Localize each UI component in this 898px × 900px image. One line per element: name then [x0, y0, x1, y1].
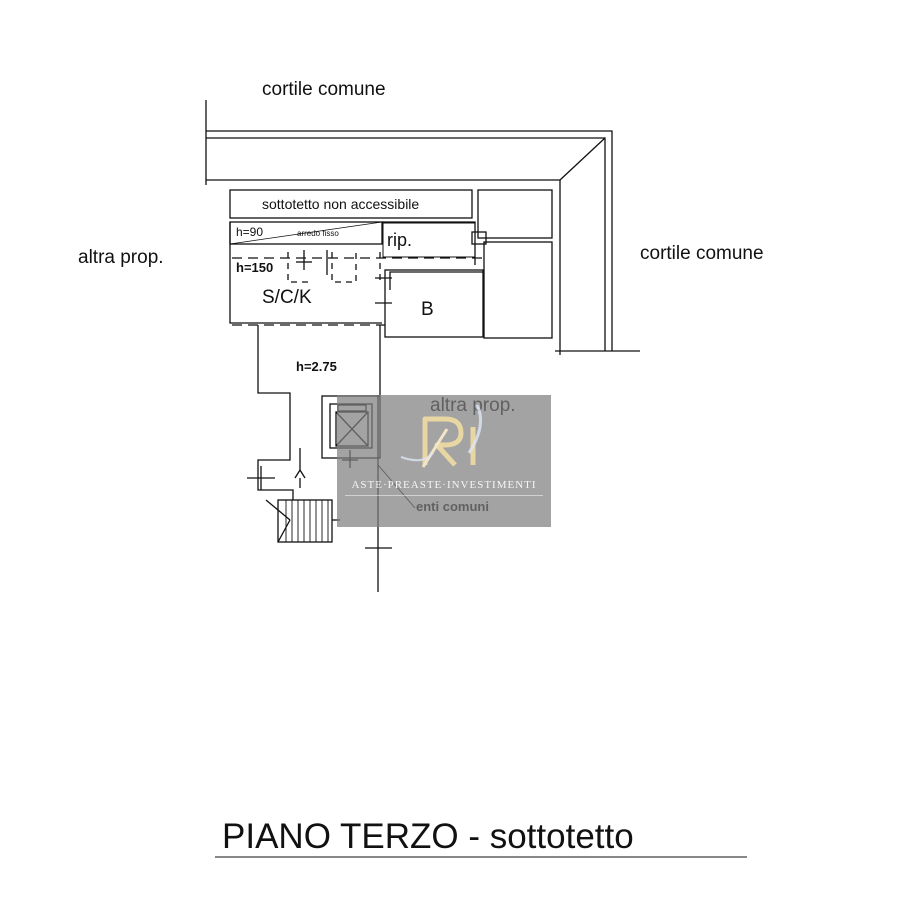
label-h275: h=2.75 — [296, 359, 337, 374]
right-panel-top — [478, 190, 552, 238]
watermark-logo-icon — [337, 395, 551, 475]
stairs-diagonal-2 — [278, 520, 290, 542]
furniture-outline-2 — [332, 252, 356, 282]
label-altra-prop-left: altra prop. — [78, 247, 164, 268]
label-arredo: arredo fisso — [297, 229, 339, 238]
label-cortile-right: cortile comune — [640, 243, 764, 264]
right-panel-bottom — [484, 242, 552, 338]
watermark — [337, 395, 551, 527]
label-bagno: B — [421, 299, 434, 320]
plan-title: PIANO TERZO - sottotetto — [222, 817, 634, 856]
watermark-divider — [345, 495, 543, 496]
label-h90: h=90 — [236, 225, 264, 239]
furniture-outline-1 — [288, 252, 312, 282]
label-h150: h=150 — [236, 260, 274, 275]
bathroom-room — [385, 270, 483, 337]
stair-steps — [286, 500, 328, 542]
label-sottotetto: sottotetto non accessibile — [262, 196, 420, 212]
label-scn: S/C/K — [262, 287, 312, 308]
watermark-tagline: ASTE·PREASTE·INVESTIMENTI — [351, 479, 537, 491]
arrow-head — [295, 470, 305, 478]
corridor-wall-left — [258, 325, 293, 500]
bathroom-inner-wall — [390, 272, 483, 290]
courtyard-wall-corner — [560, 138, 605, 180]
label-cortile-top: cortile comune — [262, 79, 386, 100]
label-rip: rip. — [387, 230, 413, 250]
